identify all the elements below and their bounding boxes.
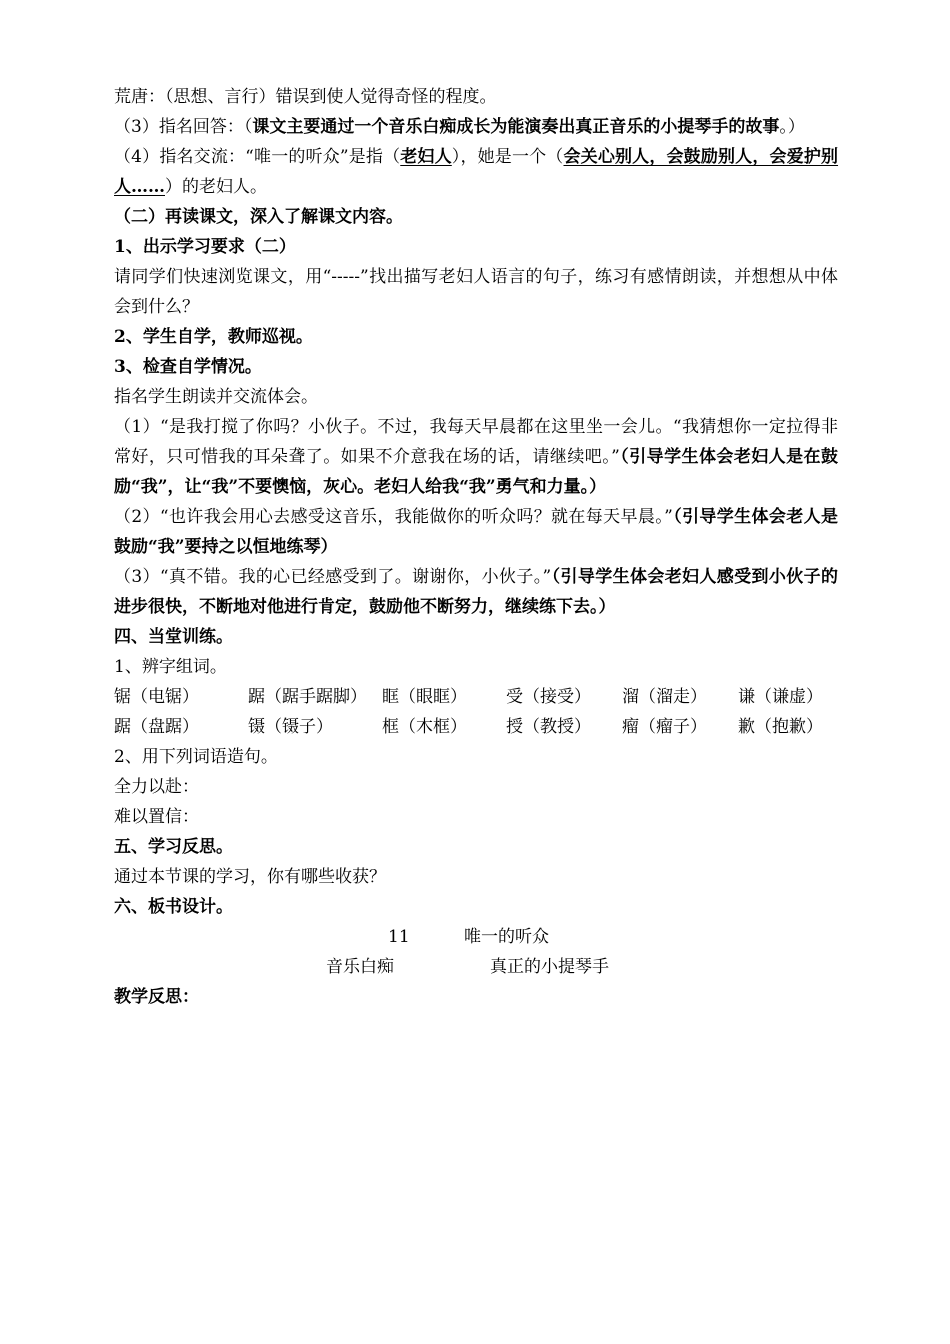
word-item: 眶（眼眶） xyxy=(382,687,467,707)
lesson-number: 11 xyxy=(388,927,410,947)
quote-1: （1）“是我打搅了你吗？小伙子。不过，我每天早晨都在这里坐一会儿。“我猜想你一定拉得非常好，只可惜我的耳朵聋了。如果不介意我在场的话，请继续吧。”（引导学生体会老妇人是在鼓励“我”，让“我”不要懊恼，灰心。老妇人给我“我”勇气和力量。） xyxy=(114,417,838,497)
lesson-title: 唯一的听众 xyxy=(464,927,549,947)
exercise-2-title: 2、用下列词语造句。 xyxy=(114,747,278,767)
word-item: 歉（抱歉） xyxy=(738,717,823,737)
board-content-row xyxy=(114,952,838,982)
quote-3: （3）“真不错。我的心已经感受到了。谢谢你，小伙子。”（引导学生体会老妇人感受到小伙子的进步很快，不断地对他进行肯定，鼓励他不断努力，继续练下去。） xyxy=(114,567,838,617)
section-heading-reread: （二）再读课文，深入了解课文内容。 xyxy=(114,207,403,227)
check-text: 指名学生朗读并交流体会。 xyxy=(114,387,318,407)
reflection-text: 通过本节课的学习，你有哪些收获？ xyxy=(114,867,386,887)
board-right-text: 真正的小提琴手 xyxy=(490,957,609,977)
step-heading-requirements: 1、出示学习要求（二） xyxy=(114,237,296,257)
quote-2: （2）“也许我会用心去感受这音乐，我能做你的听众吗？就在每天早晨。”（引导学生体会老人是鼓励“我”要持之以恒地练琴） xyxy=(114,507,839,557)
word-item: 溜（溜走） xyxy=(622,687,707,707)
section-heading-reflection: 五、学习反思。 xyxy=(114,837,233,857)
word-table xyxy=(114,682,838,742)
word-item: 谦（谦虚） xyxy=(738,687,823,707)
word-item: 瘤（瘤子） xyxy=(622,717,707,737)
word-item: 踞（踞手踞脚） xyxy=(248,687,367,707)
word-item: 踞（盘踞） xyxy=(114,717,199,737)
sentence-prompt-2: 难以置信： xyxy=(114,807,199,827)
answer-3: （3）指名回答：（课文主要通过一个音乐白痴成长为能演奏出真正音乐的小提琴手的故事。） xyxy=(114,117,805,137)
step-heading-self-study: 2、学生自学，教师巡视。 xyxy=(114,327,313,347)
board-left-text: 音乐白痴 xyxy=(326,957,394,977)
word-item: 受（接受） xyxy=(506,687,591,707)
definition-line: 荒唐：（思想、言行）错误到使人觉得奇怪的程度。 xyxy=(114,87,497,107)
document-page xyxy=(114,82,838,1012)
teaching-reflection-heading: 教学反思： xyxy=(114,987,199,1007)
exercise-1-title: 1、辨字组词。 xyxy=(114,657,227,677)
step-heading-check: 3、检查自学情况。 xyxy=(114,357,262,377)
requirements-text: 请同学们快速浏览课文，用“-----”找出描写老妇人语言的句子，练习有感情朗读，并想想从中体会到什么？ xyxy=(114,267,838,317)
word-item: 镊（镊子） xyxy=(248,717,333,737)
sentence-prompt-1: 全力以赴： xyxy=(114,777,199,797)
word-item: 锯（电锯） xyxy=(114,687,199,707)
section-heading-board: 六、板书设计。 xyxy=(114,897,233,917)
word-item: 授（教授） xyxy=(506,717,591,737)
word-item: 框（木框） xyxy=(382,717,467,737)
section-heading-training: 四、当堂训练。 xyxy=(114,627,233,647)
answer-4: （4）指名交流：“唯一的听众”是指（老妇人），她是一个（会关心别人，会鼓励别人，会爱护别人……）的老妇人。 xyxy=(114,147,839,197)
board-title-row xyxy=(114,922,838,952)
